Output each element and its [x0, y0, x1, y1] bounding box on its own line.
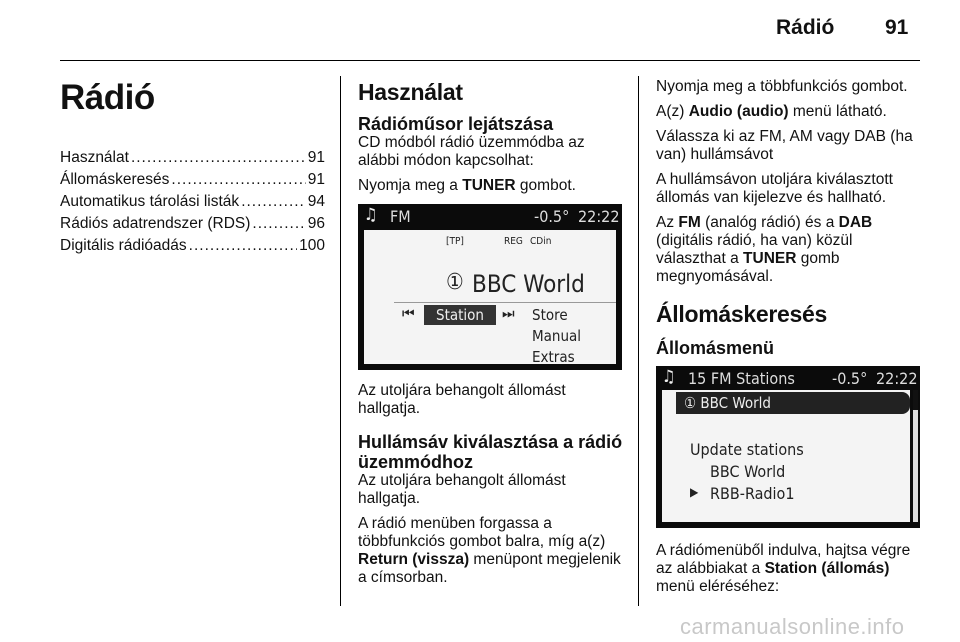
subsection-heading: Állomásmenü	[656, 338, 775, 358]
paragraph: Az FM (analóg rádió) és a DAB (digitális rádió, ha van) közül választhat a TUNER gomb megnyomásával.	[656, 214, 873, 285]
previous-icon[interactable]: ⏮	[402, 306, 415, 322]
radio-display-screenshot	[358, 204, 622, 370]
paragraph: Az utoljára behangolt állomást hallgatja.	[358, 472, 566, 507]
paragraph: Az utoljára behangolt állomást hallgatja.	[358, 382, 566, 417]
next-icon[interactable]: ⏭	[502, 306, 515, 322]
chapter-title: Rádió	[60, 78, 155, 117]
subsection-heading: Rádióműsor lejátszása	[358, 114, 554, 134]
toc-entry[interactable]: Használat ..... 91	[60, 149, 325, 171]
page-number: 91	[885, 16, 909, 39]
station-list-item[interactable]: BBC World	[710, 462, 786, 481]
section-heading: Állomáskeresés	[656, 301, 827, 327]
station-button[interactable]: Station	[424, 305, 496, 325]
selection-arrow-icon: ▶	[690, 485, 699, 499]
column-2-lower	[358, 382, 628, 594]
column-divider-1	[340, 76, 341, 606]
cdin-indicator: CDin	[530, 236, 552, 247]
column-2	[358, 78, 626, 202]
paragraph: A rádiómenüből indulva, hajtsa végre az alábbiakat a Station (állomás) menü eléréséhez:	[656, 542, 911, 595]
column-3	[656, 78, 924, 358]
header-rule	[60, 60, 920, 61]
table-of-contents	[60, 149, 325, 259]
running-header-title: Rádió	[776, 16, 835, 39]
scrollbar[interactable]	[913, 390, 918, 522]
temperature: -0.5°	[832, 369, 868, 388]
band-label: FM	[390, 207, 411, 226]
column-divider-2	[638, 76, 639, 606]
column-1	[60, 78, 325, 259]
menu-item-extras[interactable]: Extras	[532, 348, 575, 366]
scrollbar-thumb[interactable]	[913, 390, 918, 410]
station-menu-screenshot	[656, 366, 920, 528]
music-note-icon: ♫	[662, 367, 676, 387]
paragraph: Nyomja meg a többfunkciós gombot.	[656, 78, 908, 95]
paragraph: CD módból rádió üzemmódba az alábbi módon kapcsolhat:	[358, 134, 585, 169]
section-heading: Használat	[358, 79, 463, 105]
clock: 22:22	[876, 369, 918, 388]
preset-number: ①	[446, 270, 464, 295]
paragraph: Válassza ki az FM, AM vagy DAB (ha van) hullámsávot	[656, 128, 913, 163]
temperature: -0.5°	[534, 207, 570, 226]
toc-entry[interactable]: Állomáskeresés ..... 91	[60, 171, 325, 193]
tp-indicator: [TP]	[446, 236, 464, 247]
paragraph: Nyomja meg a TUNER gombot.	[358, 177, 576, 194]
subsection-heading: Hullámsáv kiválasztása a rádió üzemmódhoz	[358, 432, 623, 472]
paragraph: A(z) Audio (audio) menü látható.	[656, 103, 887, 120]
music-note-icon: ♫	[364, 205, 378, 225]
station-name: BBC World	[472, 270, 585, 298]
reg-indicator: REG	[504, 236, 523, 247]
clock: 22:22	[578, 207, 620, 226]
display-separator	[394, 302, 616, 303]
watermark: carmanualsonline.info	[680, 614, 905, 639]
paragraph: A hullámsávon utoljára kiválasztott állomás van kijelezve és hallható.	[656, 171, 893, 206]
toc-entry[interactable]: Digitális rádióadás ..... 100	[60, 237, 325, 259]
display-body	[364, 230, 616, 364]
menu-item-manual[interactable]: Manual	[532, 327, 582, 345]
update-stations-item[interactable]: Update stations	[690, 440, 804, 459]
toc-entry[interactable]: Automatikus tárolási listák ..... 94	[60, 193, 325, 215]
toc-entry[interactable]: Rádiós adatrendszer (RDS) ..... 96	[60, 215, 325, 237]
menu-title: 15 FM Stations	[688, 369, 795, 388]
selected-station-row[interactable]: ① BBC World	[676, 392, 910, 414]
paragraph: A rádió menüben forgassa a többfunkciós gombot balra, míg a(z) Return (vissza) menüpont megjelenik a címsorban.	[358, 515, 621, 586]
column-3-lower	[656, 542, 926, 603]
station-list-item[interactable]: RBB-Radio1	[710, 484, 795, 503]
display-body	[662, 390, 910, 522]
menu-item-store[interactable]: Store	[532, 306, 568, 324]
